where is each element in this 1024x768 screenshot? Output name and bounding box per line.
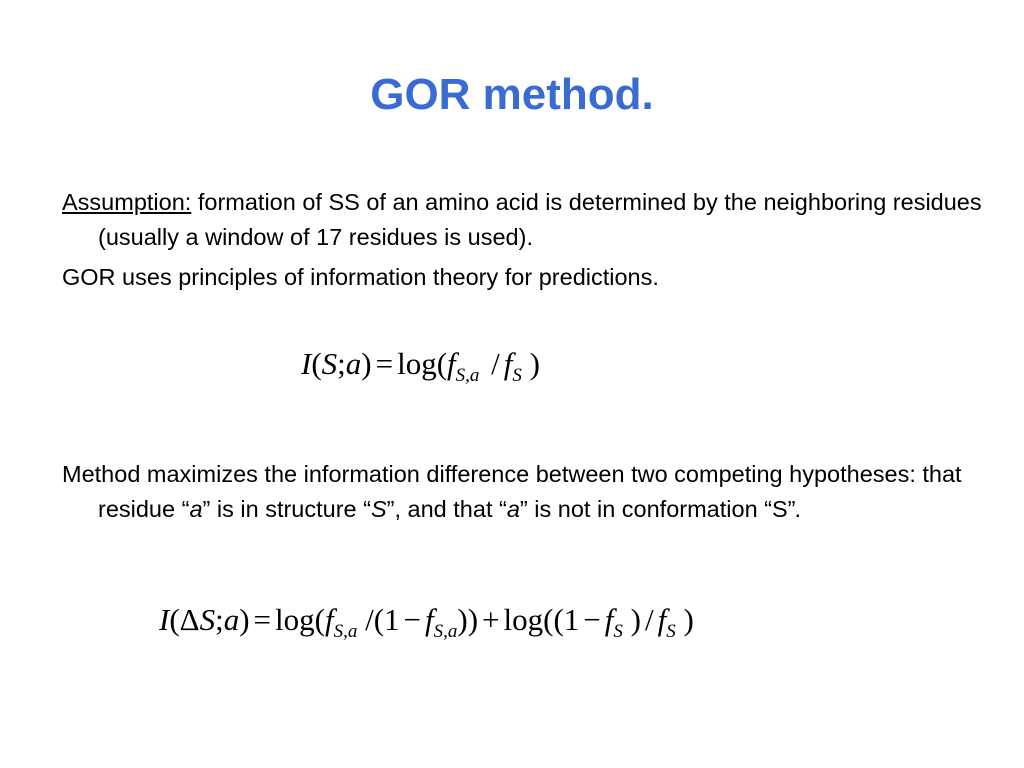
eq2-minus1: − [403,602,422,637]
eq1-S: S [321,346,338,381]
eq1-lparen: ( [311,346,322,381]
information-difference-equation [159,600,694,652]
eq1-sub2: S [512,365,522,386]
eq2-sub4: S [666,621,676,642]
eq2-f4: f [657,602,667,637]
eq1-equals: = [375,346,394,381]
method-text-2: ” is in structure “ [202,496,371,522]
eq2-lparen-delta: (Δ [169,602,200,637]
method-period: . [795,496,803,522]
eq1-slash: / [491,346,500,381]
eq1-semicolon: ; [337,346,346,381]
eq2-f2: f [425,602,434,637]
slide-title: GOR method. [370,70,654,119]
method-a-1: a [189,496,203,522]
eq1-sub1: S,a [455,365,480,386]
eq1-rparen: ) [361,346,372,381]
gor-principles-paragraph: GOR uses principles of information theory for predictions. [62,264,659,290]
method-text-1: Method maximizes the information difference between two competing hypotheses: that residue “ [62,461,962,522]
eq1-a: a [345,346,362,381]
eq2-equals: = [253,602,272,637]
eq2-minus2: − [583,602,601,637]
eq2-semicolon: ; [215,602,224,637]
eq2-sub2: S,a [433,621,458,642]
eq2-rparen3: ) [630,602,641,637]
method-text-4: ” is not in conformation “S” [519,496,796,522]
eq1-rparen2: ) [529,346,540,381]
eq1-f2: f [503,346,513,381]
eq2-f3: f [604,602,614,637]
eq1-I: I [301,346,312,381]
information-equation [301,344,540,396]
eq2-rparen2: )) [457,602,479,637]
eq2-log1: log( [275,602,325,637]
eq2-rparen: ) [239,602,250,637]
eq2-sub3: S [613,621,623,642]
method-a-2: a [506,496,520,522]
eq2-I: I [159,602,170,637]
eq2-plus: + [482,602,500,637]
eq2-sub1: S,a [333,621,358,642]
eq2-log2: log((1 [503,602,580,637]
eq2-rparen4: ) [683,602,694,637]
eq2-slash1: /(1 [365,602,400,637]
assumption-label: Assumption: [62,189,192,215]
assumption-text: formation of SS of an amino acid is determined by the neighboring residues (usually a window of 17 residues is used). [98,189,982,250]
method-paragraph [62,457,998,527]
method-s: S [370,496,387,522]
eq2-S: S [199,602,216,637]
eq2-slash2: / [644,602,654,637]
method-text-3: ”, and that “ [386,496,507,522]
eq2-a: a [223,602,240,637]
eq1-f1: f [447,346,456,381]
eq2-f1: f [324,602,334,637]
assumption-paragraph [62,185,998,255]
eq1-log: log( [397,346,448,381]
